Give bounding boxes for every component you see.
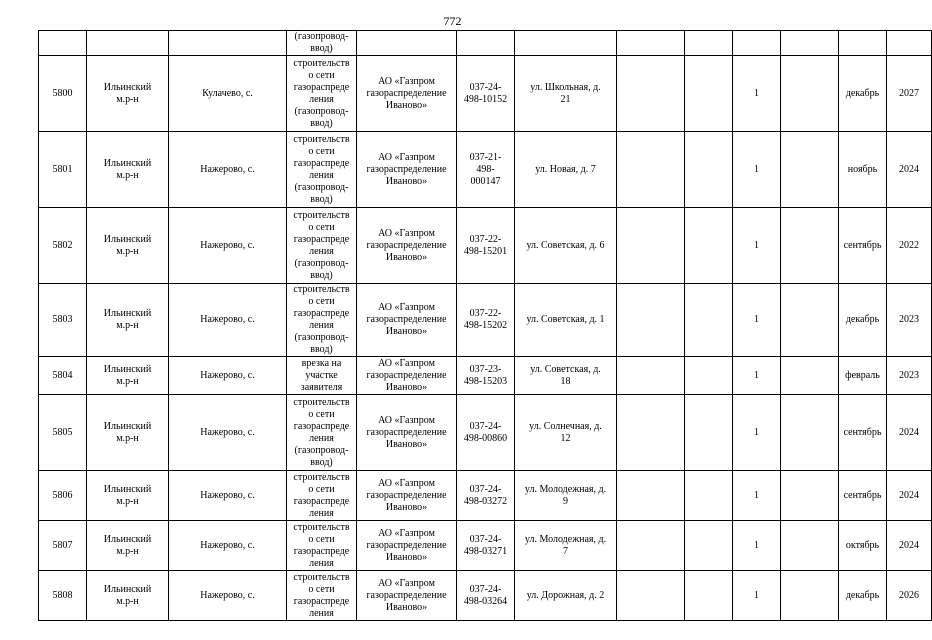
work-type-cell: строительств о сети газораспреде ления — [287, 521, 357, 571]
month-cell: февраль — [839, 357, 887, 395]
row-number-cell: 5808 — [39, 571, 87, 621]
empty-cell — [685, 56, 733, 132]
work-type-cell: строительств о сети газораспреде ления (газопровод- ввод) — [287, 284, 357, 357]
organization-cell: АО «Газпром газораспределение Иваново» — [357, 208, 457, 284]
empty-cell — [617, 357, 685, 395]
empty-cell — [617, 132, 685, 208]
work-type-cell: строительств о сети газораспреде ления — [287, 571, 357, 621]
empty-cell — [617, 571, 685, 621]
district-cell: Ильинский м.р-н — [87, 571, 169, 621]
empty-cell — [685, 132, 733, 208]
year-cell: 2022 — [887, 208, 932, 284]
empty-cell — [781, 471, 839, 521]
work-type-cell: строительств о сети газораспреде ления (газопровод- ввод) — [287, 132, 357, 208]
count-cell: 1 — [733, 56, 781, 132]
settlement-cell — [169, 31, 287, 56]
settlement-cell: Нажерово, с. — [169, 471, 287, 521]
application-number-cell: 037-24- 498-00860 — [457, 395, 515, 471]
empty-cell — [781, 56, 839, 132]
empty-cell — [617, 471, 685, 521]
district-cell: Ильинский м.р-н — [87, 357, 169, 395]
empty-cell — [617, 395, 685, 471]
year-cell: 2026 — [887, 571, 932, 621]
address-cell: ул. Советская, д. 18 — [515, 357, 617, 395]
empty-cell — [617, 31, 685, 56]
settlement-cell: Нажерово, с. — [169, 284, 287, 357]
empty-cell — [685, 521, 733, 571]
row-number-cell: 5804 — [39, 357, 87, 395]
district-cell: Ильинский м.р-н — [87, 132, 169, 208]
organization-cell: АО «Газпром газораспределение Иваново» — [357, 471, 457, 521]
row-number-cell: 5802 — [39, 208, 87, 284]
application-number-cell: 037-22- 498-15202 — [457, 284, 515, 357]
application-number-cell: 037-24- 498-10152 — [457, 56, 515, 132]
page-number: 772 — [443, 14, 462, 28]
district-cell: Ильинский м.р-н — [87, 471, 169, 521]
table-row — [39, 521, 932, 571]
district-cell: Ильинский м.р-н — [87, 395, 169, 471]
empty-cell — [685, 471, 733, 521]
gas-connection-table — [38, 30, 932, 621]
address-cell: ул. Советская, д. 6 — [515, 208, 617, 284]
district-cell: Ильинский м.р-н — [87, 521, 169, 571]
empty-cell — [685, 31, 733, 56]
settlement-cell: Нажерово, с. — [169, 571, 287, 621]
table-row-continued — [39, 31, 932, 56]
row-number-cell: 5801 — [39, 132, 87, 208]
address-cell: ул. Советская, д. 1 — [515, 284, 617, 357]
table-row — [39, 208, 932, 284]
work-type-cell: строительств о сети газораспреде ления (газопровод- ввод) — [287, 56, 357, 132]
organization-cell: АО «Газпром газораспределение Иваново» — [357, 395, 457, 471]
settlement-cell: Нажерово, с. — [169, 357, 287, 395]
empty-cell — [781, 395, 839, 471]
year-cell: 2024 — [887, 521, 932, 571]
address-cell: ул. Молодежная, д. 7 — [515, 521, 617, 571]
row-number-cell: 5805 — [39, 395, 87, 471]
application-number-cell — [457, 31, 515, 56]
table-row — [39, 471, 932, 521]
work-type-cell: строительств о сети газораспреде ления (газопровод- ввод) — [287, 208, 357, 284]
address-cell: ул. Новая, д. 7 — [515, 132, 617, 208]
organization-cell: АО «Газпром газораспределение Иваново» — [357, 357, 457, 395]
month-cell: сентябрь — [839, 395, 887, 471]
address-cell: ул. Солнечная, д. 12 — [515, 395, 617, 471]
month-cell: декабрь — [839, 284, 887, 357]
empty-cell — [781, 571, 839, 621]
address-cell: ул. Школьная, д. 21 — [515, 56, 617, 132]
table-body — [39, 31, 932, 621]
organization-cell: АО «Газпром газораспределение Иваново» — [357, 56, 457, 132]
district-cell: Ильинский м.р-н — [87, 56, 169, 132]
month-cell: октябрь — [839, 521, 887, 571]
empty-cell — [781, 284, 839, 357]
organization-cell: АО «Газпром газораспределение Иваново» — [357, 571, 457, 621]
organization-cell: АО «Газпром газораспределение Иваново» — [357, 521, 457, 571]
month-cell — [839, 31, 887, 56]
settlement-cell: Нажерово, с. — [169, 132, 287, 208]
month-cell: декабрь — [839, 571, 887, 621]
application-number-cell: 037-23- 498-15203 — [457, 357, 515, 395]
empty-cell — [617, 284, 685, 357]
district-cell — [87, 31, 169, 56]
empty-cell — [685, 357, 733, 395]
empty-cell — [781, 208, 839, 284]
empty-cell — [685, 284, 733, 357]
row-number-cell: 5806 — [39, 471, 87, 521]
count-cell: 1 — [733, 571, 781, 621]
table-row — [39, 56, 932, 132]
work-type-cell: врезка на участке заявителя — [287, 357, 357, 395]
row-number-cell: 5807 — [39, 521, 87, 571]
empty-cell — [617, 521, 685, 571]
organization-cell: АО «Газпром газораспределение Иваново» — [357, 284, 457, 357]
year-cell: 2023 — [887, 284, 932, 357]
settlement-cell: Нажерово, с. — [169, 208, 287, 284]
application-number-cell: 037-24- 498-03264 — [457, 571, 515, 621]
empty-cell — [685, 208, 733, 284]
application-number-cell: 037-21- 498- 000147 — [457, 132, 515, 208]
address-cell: ул. Дорожная, д. 2 — [515, 571, 617, 621]
organization-cell: АО «Газпром газораспределение Иваново» — [357, 132, 457, 208]
empty-cell — [781, 357, 839, 395]
count-cell: 1 — [733, 357, 781, 395]
empty-cell — [685, 395, 733, 471]
district-cell: Ильинский м.р-н — [87, 284, 169, 357]
year-cell: 2024 — [887, 471, 932, 521]
year-cell: 2023 — [887, 357, 932, 395]
address-cell — [515, 31, 617, 56]
application-number-cell: 037-24- 498-03271 — [457, 521, 515, 571]
empty-cell — [617, 208, 685, 284]
table-row — [39, 284, 932, 357]
empty-cell — [781, 521, 839, 571]
count-cell — [733, 31, 781, 56]
application-number-cell: 037-22- 498-15201 — [457, 208, 515, 284]
row-number-cell — [39, 31, 87, 56]
empty-cell — [781, 132, 839, 208]
settlement-cell: Нажерово, с. — [169, 521, 287, 571]
empty-cell — [617, 56, 685, 132]
count-cell: 1 — [733, 132, 781, 208]
count-cell: 1 — [733, 284, 781, 357]
work-type-cell: строительств о сети газораспреде ления (газопровод- ввод) — [287, 395, 357, 471]
settlement-cell: Нажерово, с. — [169, 395, 287, 471]
year-cell: 2027 — [887, 56, 932, 132]
table-row — [39, 571, 932, 621]
year-cell: 2024 — [887, 132, 932, 208]
work-type-cell: (газопровод- ввод) — [287, 31, 357, 56]
count-cell: 1 — [733, 521, 781, 571]
month-cell: сентябрь — [839, 208, 887, 284]
table-row — [39, 132, 932, 208]
work-type-cell: строительств о сети газораспреде ления — [287, 471, 357, 521]
row-number-cell: 5800 — [39, 56, 87, 132]
organization-cell — [357, 31, 457, 56]
count-cell: 1 — [733, 208, 781, 284]
district-cell: Ильинский м.р-н — [87, 208, 169, 284]
row-number-cell: 5803 — [39, 284, 87, 357]
address-cell: ул. Молодежная, д. 9 — [515, 471, 617, 521]
year-cell: 2024 — [887, 395, 932, 471]
application-number-cell: 037-24- 498-03272 — [457, 471, 515, 521]
count-cell: 1 — [733, 395, 781, 471]
empty-cell — [781, 31, 839, 56]
empty-cell — [685, 571, 733, 621]
table-row — [39, 357, 932, 395]
year-cell — [887, 31, 932, 56]
settlement-cell: Кулачево, с. — [169, 56, 287, 132]
month-cell: сентябрь — [839, 471, 887, 521]
month-cell: ноябрь — [839, 132, 887, 208]
count-cell: 1 — [733, 471, 781, 521]
month-cell: декабрь — [839, 56, 887, 132]
table-row — [39, 395, 932, 471]
